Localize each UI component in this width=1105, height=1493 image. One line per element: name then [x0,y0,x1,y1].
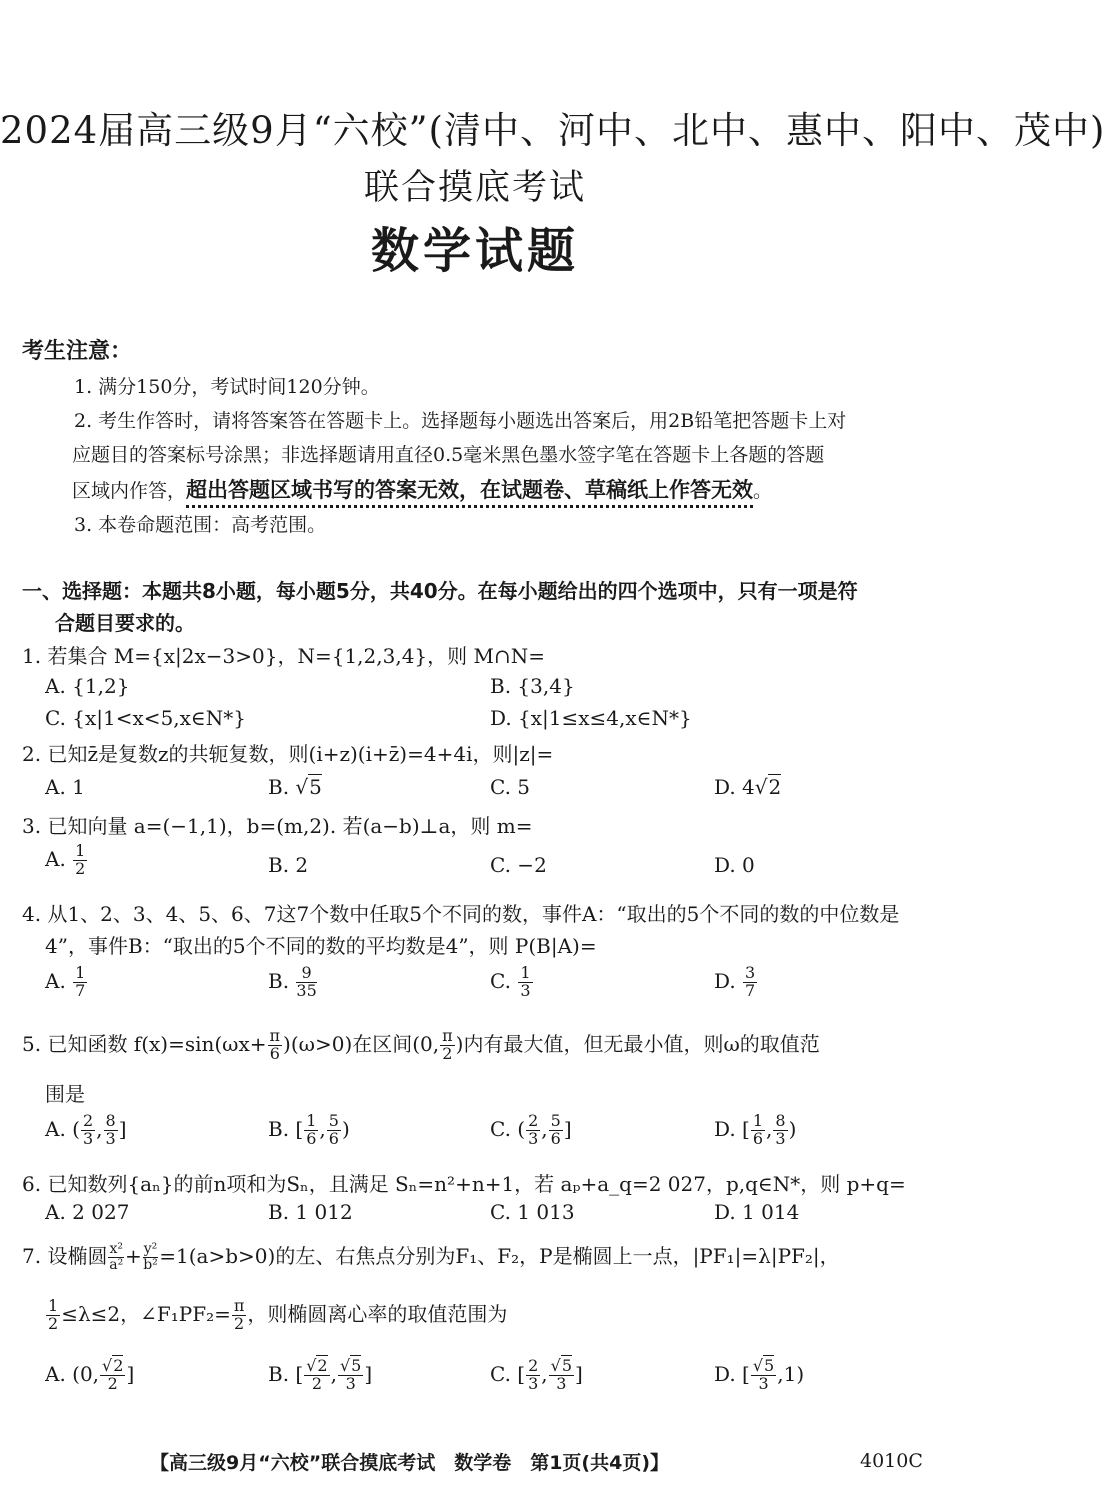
question-4-option-c: C. $\frac{1}{3}$ [490,963,531,1000]
exam-subject-title: 数学试题 [370,223,579,279]
notice-item-2-plain: 区域内作答， [72,480,187,502]
question-3-option-a: A. $\frac{1}{2}$ [45,841,86,878]
question-4-stem-line2: 4”，事件B：“取出的5个不同的数的平均数是4”，则 P(B|A)= [45,934,597,958]
question-7-stem-line2: $\frac{1}{2}$ ≤λ≤2，∠F₁PF₂= $\frac{\pi}{2}$ ，则椭圆离心率的取值范围为 [48,1296,508,1333]
question-6-option-d: D. 1 014 [714,1200,800,1224]
question-7-option-b: B. [ $\frac{√2}{2}$ , $\frac{√5}{3}$ ] [268,1356,373,1393]
section-1-instruction-line2: 合题目要求的。 [55,611,195,635]
question-1-option-d: D. {x|1≤x≤4,x∈N*} [490,706,692,730]
question-2-stem: 2. 已知z̄是复数z的共轭复数，则(i+z)(i+z̄)=4+4i，则|z|= [22,742,554,766]
question-5-option-a: A. ( $\frac{2}{3}$ , $\frac{8}{3}$ ] [45,1111,127,1148]
question-4-option-a: A. $\frac{1}{7}$ [45,963,86,1000]
question-7-option-d: D. [ $\frac{√5}{3}$ ,1) [714,1356,805,1393]
question-5-option-c: C. ( $\frac{2}{3}$ , $\frac{5}{6}$ ] [490,1111,572,1148]
question-6-option-b: B. 1 012 [268,1200,353,1224]
page-footer: 【高三级9月“六校”联合摸底考试 数学卷 第1页(共4页)】 [150,1452,670,1474]
question-6-option-a: A. 2 027 [45,1200,130,1224]
question-4-stem-line1: 4. 从1、2、3、4、5、6、7这7个数中任取5个不同的数，事件A：“取出的5个不同的数的中位数是 [22,902,900,926]
question-7-option-a: A. (0, $\frac{√2}{2}$ ] [45,1356,135,1393]
exam-title-line2: 联合摸底考试 [363,168,586,208]
question-4-option-b: B. $\frac{9}{35}$ [268,963,317,1000]
question-3-stem: 3. 已知向量 a=(−1,1)，b=(m,2). 若(a−b)⊥a，则 m= [22,814,533,838]
notice-item-3: 3. 本卷命题范围：高考范围。 [74,514,327,536]
question-3-option-c: C. −2 [490,853,547,877]
notice-item-2-line3 [72,474,772,504]
notice-item-2-end: 。 [753,480,773,502]
question-1-option-b: B. {3,4} [490,674,575,698]
question-3-option-b: B. 2 [268,853,309,877]
notice-item-1: 1. 满分150分，考试时间120分钟。 [74,376,380,398]
question-5-stem-line2: 围是 [45,1082,85,1106]
exam-title-line1: 2024届高三级9月“六校”(清中、河中、北中、惠中、阳中、茂中) [0,109,1105,152]
notice-item-2-emphasis: 超出答题区域书写的答案无效，在试题卷、草稿纸上作答无效 [186,478,754,502]
question-3-option-d: D. 0 [714,853,755,877]
question-7-option-c: C. [ $\frac{2}{3}$ , $\frac{√5}{3}$ ] [490,1356,583,1393]
question-2-option-b: B. √5 [268,775,322,799]
question-6-option-c: C. 1 013 [490,1200,575,1224]
question-1-option-a: A. {1,2} [45,674,130,698]
question-5-option-d: D. [ $\frac{1}{6}$ , $\frac{8}{3}$ ) [714,1111,797,1148]
question-7-stem-line1: 7. 设椭圆 $\frac{\text{x²}}{\text{a²}}$ + $\frac{\text{y²}}{\text{b²}}$ =1(a>b>0)的左、右焦点分别为F₁、F₂，P是椭圆上一点，|PF₁|=λ|PF₂|， [22,1241,840,1273]
notice-heading: 考生注意： [22,339,133,364]
question-2-option-d: D. 4√2 [714,775,782,799]
section-1-instruction-line1: 一、选择题：本题共8小题，每小题5分，共40分。在每小题给出的四个选项中，只有一项是符 [22,579,858,603]
question-2-option-c: C. 5 [490,775,531,799]
notice-item-2-line1: 2. 考生作答时，请将答案答在答题卡上。选择题每小题选出答案后，用2B铅笔把答题卡上对 [74,410,847,432]
question-1-stem: 1. 若集合 M={x|2x−3>0}，N={1,2,3,4}，则 M∩N= [22,644,545,668]
notice-item-2-line2: 应题目的答案标号涂黑；非选择题请用直径0.5毫米黑色墨水签字笔在答题卡上各题的答题 [72,444,825,466]
question-1-option-c: C. {x|1<x<5,x∈N*} [45,706,246,730]
question-2-option-a: A. 1 [45,775,85,799]
question-5-option-b: B. [ $\frac{1}{6}$ , $\frac{5}{6}$ ) [268,1111,350,1148]
question-4-option-d: D. $\frac{3}{7}$ [714,963,756,1000]
question-5-stem-line1: 5. 已知函数 f(x)=sin(ωx+ $\frac{\pi}{6}$ )(ω>0)在区间(0, $\frac{\pi}{2}$ )内有最大值，但无最小值，则ω的取值范 [22,1026,820,1063]
question-6-stem: 6. 已知数列{aₙ}的前n项和为Sₙ，且满足 Sₙ=n²+n+1，若 aₚ+a_q=2 027，p,q∈N*，则 p+q= [22,1172,906,1196]
paper-code: 4010C [860,1450,923,1472]
